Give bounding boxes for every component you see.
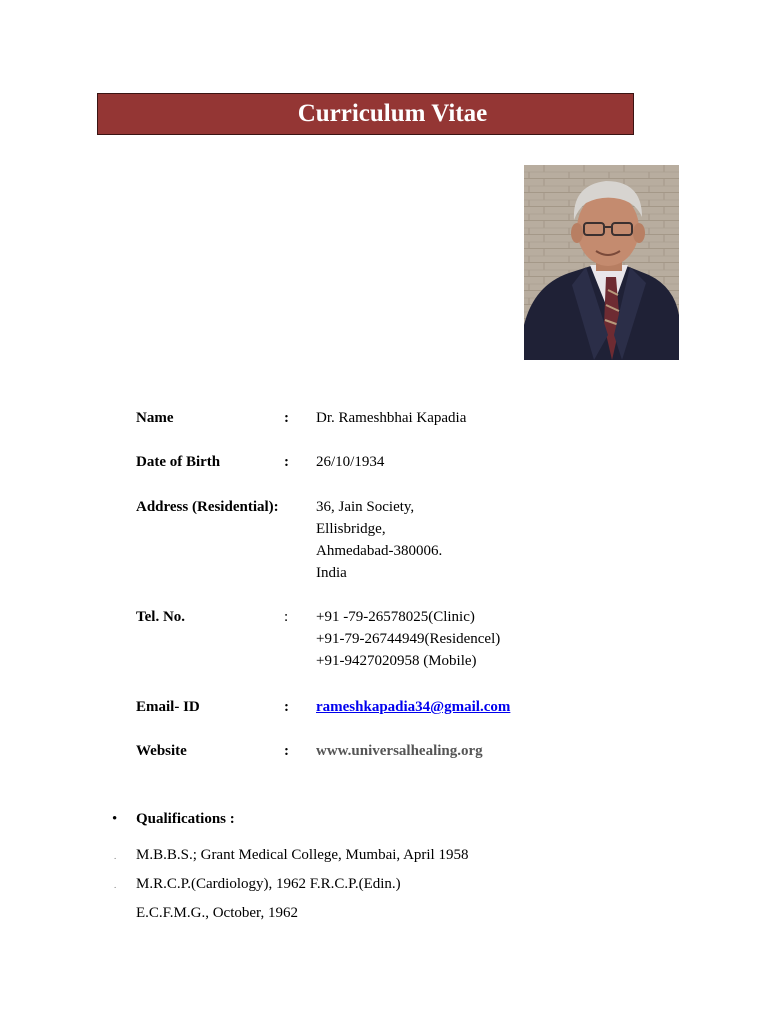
- email-value: [316, 696, 510, 718]
- tel-value: [316, 606, 500, 672]
- address-line: 36, Jain Society,: [316, 499, 415, 515]
- website-colon: :: [284, 743, 289, 759]
- name-colon: :: [284, 410, 289, 426]
- qualification-item: M.B.B.S.; Grant Medical College, Mumbai, April 1958: [136, 847, 469, 863]
- address-label: Address (Residential):: [136, 499, 279, 515]
- email-link[interactable]: rameshkapadia34@gmail.com: [316, 699, 511, 715]
- email-label: Email- ID: [136, 699, 200, 715]
- dob-value: 26/10/1934: [316, 454, 385, 470]
- cv-title: Curriculum Vitae: [297, 100, 488, 127]
- email-colon: :: [284, 699, 289, 715]
- qualification-item: E.C.F.M.G., October, 1962: [136, 905, 298, 921]
- website-label: Website: [136, 743, 187, 759]
- name-label: Name: [136, 410, 174, 426]
- address-line: Ellisbridge,: [316, 521, 386, 537]
- address-line: India: [316, 565, 347, 581]
- tel-line: +91-79-26744949(Residencel): [316, 631, 501, 647]
- portrait-photo: [524, 165, 679, 360]
- bullet-icon: •: [112, 811, 118, 827]
- address-line: Ahmedabad-380006.: [316, 543, 443, 559]
- dob-colon: :: [284, 454, 289, 470]
- name-value: Dr. Rameshbhai Kapadia: [316, 410, 467, 426]
- tel-colon: :: [284, 609, 289, 625]
- tel-line: +91-9427020958 (Mobile): [316, 653, 477, 669]
- website-link[interactable]: www.universalhealing.org: [316, 743, 483, 759]
- cv-title-banner: [97, 93, 634, 135]
- qualification-item: M.R.C.P.(Cardiology), 1962 F.R.C.P.(Edin.): [136, 876, 401, 892]
- qualifications-heading: Qualifications :: [136, 811, 235, 827]
- tel-line: +91 -79-26578025(Clinic): [316, 609, 475, 625]
- address-value: [316, 496, 442, 584]
- website-value: [316, 740, 483, 762]
- list-marker: .: [114, 880, 117, 890]
- list-marker: .: [114, 851, 117, 861]
- dob-label: Date of Birth: [136, 454, 221, 470]
- tel-label: Tel. No.: [136, 609, 186, 625]
